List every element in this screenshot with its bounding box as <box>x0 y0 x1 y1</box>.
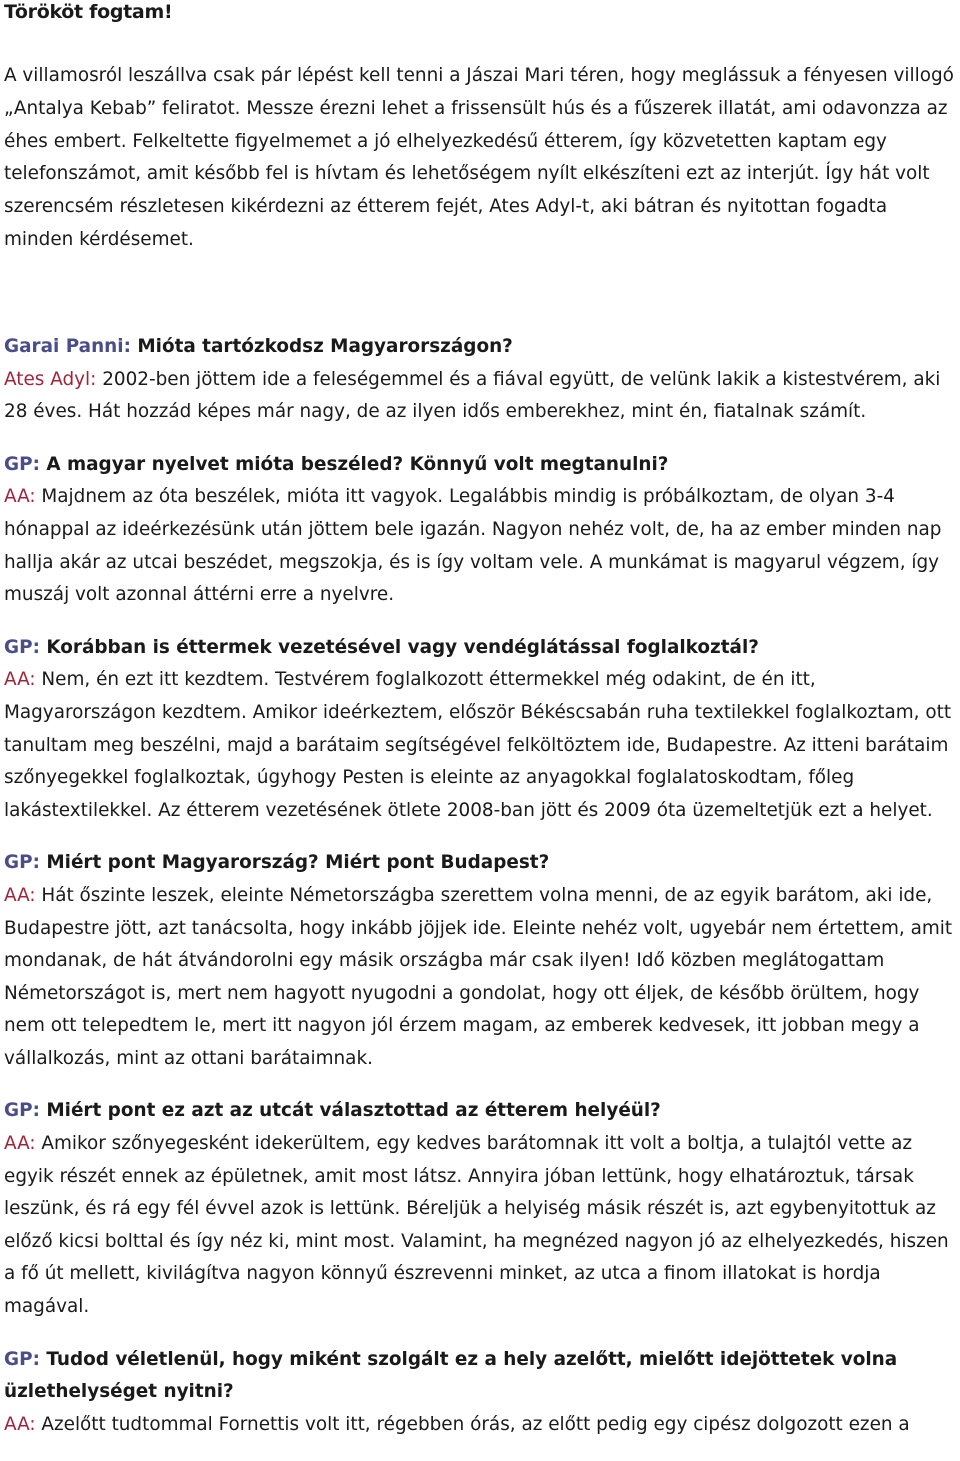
question-speaker: GP: <box>4 636 40 658</box>
answer-text: Majdnem az óta beszélek, mióta itt vagyok. Legalábbis mindig is próbálkoztam, de olyan 3-4 hónappal az ideérkezésünk után jöttem bele igazán. Nagyon nehéz volt, de, ha az ember minden nap hallja akár az utcai beszédet, megszokja, és is így voltam vele. A munkámat is magyarul végzem, így muszáj volt azonnal áttérni erre a nyelvre. <box>4 486 942 606</box>
answer <box>4 1128 956 1324</box>
question-text: Miért pont Magyarország? Miért pont Budapest? <box>39 852 550 874</box>
answer-speaker: AA: <box>4 669 36 691</box>
answer <box>4 481 956 611</box>
answer-speaker: Ates Adyl: <box>4 368 97 390</box>
answer <box>4 364 956 429</box>
question-speaker: GP: <box>4 1348 40 1370</box>
article-title: Törököt fogtam! <box>4 1 173 23</box>
answer-text: Nem, én ezt itt kezdtem. Testvérem foglalkozott éttermekkel még odakint, de én itt, Magyarországon kezdtem. Amikor ideérkeztem, először Békéscsabán ruha textilekkel foglalkoztam, ott tanultam meg beszélni, majd a barátaim segítségével felköltöztem ide, Budapestre. Az itteni barátaim szőnyegekkel foglalkoztak, úgyhogy Pesten is eleinte az anyagokkal foglalatoskodtam, főleg lakástextilekkel. Az étterem vezetésének ötlete 2008-ban jött és 2009 óta üzemeltetjük ezt a helyet. <box>4 669 952 821</box>
answer-speaker: AA: <box>4 1133 36 1155</box>
question-text: Mióta tartózkodsz Magyarországon? <box>130 336 513 357</box>
answer <box>4 1409 956 1442</box>
question <box>4 847 956 880</box>
question <box>4 632 956 665</box>
answer <box>4 664 956 827</box>
answer-text: Azelőtt tudtommal Fornettis volt itt, régebben órás, az előtt pedig egy cipész dolgozott ezen a <box>35 1413 910 1435</box>
answer-speaker: AA: <box>4 486 36 508</box>
question <box>4 1095 956 1128</box>
question-text: Tudod véletlenül, hogy miként szolgált ez a hely azelőtt, mielőtt idejöttetek volna üzlethelységet nyitni? <box>4 1348 898 1403</box>
answer-speaker: AA: <box>4 1413 36 1435</box>
question <box>4 449 956 482</box>
article-intro <box>4 60 956 257</box>
answer-text: 2002-ben jöttem ide a feleségemmel és a fiával együtt, de velünk lakik a kistestvérem, aki 28 éves. Hát hozzád képes már nagy, de az ilyen idős emberekhez, mint én, fiatalnak számít. <box>4 368 941 423</box>
intro-paragraph: A villamosról leszállva csak pár lépést kell tenni a Jászai Mari téren, hogy meglássuk a fényesen villogó „Antalya Kebab” feliratot. Messze érezni lehet a frissensült hús és a fűszerek illatát, ami odavonzza az éhes embert. Felkeltette figyelmemet a jó elhelyezkedésű étterem, így közvetetten kaptam egy telefonszámot, amit később fel is hívtam és lehetőségem nyílt elkészíteni ezt az interjút. Így hát volt szerencsém részletesen kikérdezni az étterem fejét, Ates Adyl-t, aki bátran és nyitottan fogadta minden kérdésemet. <box>4 65 954 250</box>
answer-text: Amikor szőnyegesként idekerültem, egy kedves barátomnak itt volt a boltja, a tulajtól vette az egyik részét ennek az épületnek, amit most látsz. Annyira jóban lettünk, hogy elhatároztuk, társak leszünk, és rá egy fél évvel azok is lettünk. Béreljük a helyiség másik részét is, azt egybenyitottuk az előző kicsi bolttal és így néz ki, mint most. Valamint, ha megnézed nagyon jó az elhelyezkedés, hiszen a fő út mellett, kivilágítva nagyon könnyű észrevenni minket, az utca a finom illatokat is hordja magával. <box>4 1133 949 1318</box>
interview-section <box>4 331 956 1461</box>
question-speaker: GP: <box>4 453 40 475</box>
question-text: Miért pont ez azt az utcát választottad az étterem helyéül? <box>39 1100 661 1122</box>
question-text: Korábban is éttermek vezetésével vagy vendéglátással foglalkoztál? <box>39 636 759 658</box>
answer <box>4 880 956 1076</box>
question <box>4 331 956 364</box>
answer-text: Hát őszinte leszek, eleinte Németországba szerettem volna menni, de az egyik barátom, aki ide, Budapestre jött, azt tanácsolta, hogy inkább jöjjek ide. Eleinte nehéz volt, ugyebár nem értettem, amit mondanak, de hát átvándorolni egy másik országba már csak ilyen! Idő közben meglátogattam Németországot is, mert nem hagyott nyugodni a gondolat, hogy ott éljek, de később örültem, hogy nem ott telepedtem le, mert itt nagyon jól érzem magam, az emberek kedvesek, itt jobban megy a vállalkozás, mint az ottani barátaimnak. <box>4 884 953 1069</box>
question-text: A magyar nyelvet mióta beszéled? Könnyű volt megtanulni? <box>39 453 669 475</box>
question-speaker: Garai Panni: <box>4 336 131 357</box>
question-speaker: GP: <box>4 852 40 874</box>
question <box>4 1344 956 1409</box>
answer-speaker: AA: <box>4 884 36 906</box>
question-speaker: GP: <box>4 1100 40 1122</box>
